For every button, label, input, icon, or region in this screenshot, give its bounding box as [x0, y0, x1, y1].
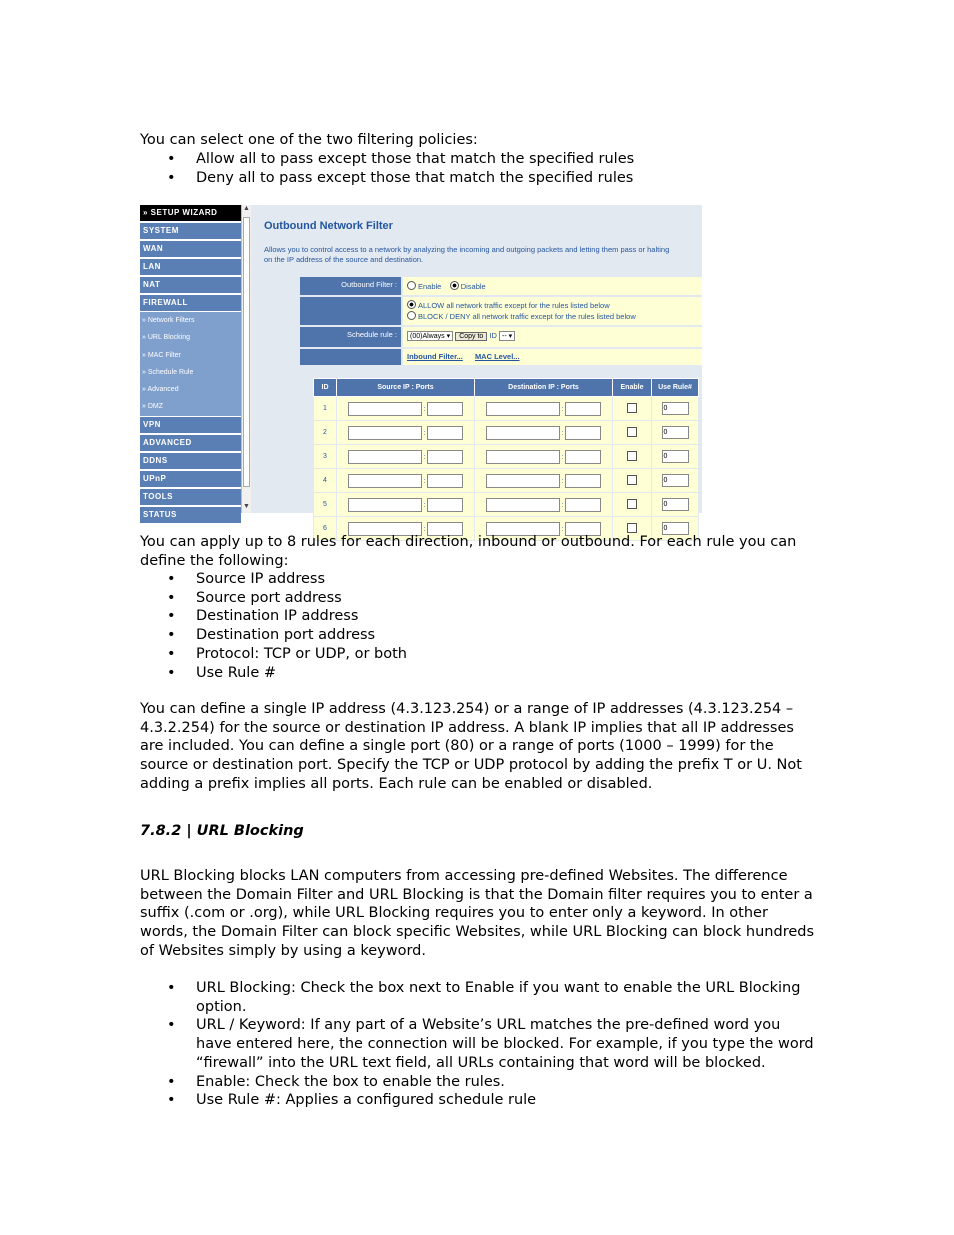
enable-checkbox[interactable] — [627, 427, 637, 437]
source-ip-input[interactable] — [348, 426, 422, 440]
enable-checkbox[interactable] — [627, 475, 637, 485]
menu-vpn[interactable]: VPN — [140, 417, 241, 433]
dest-ip-input[interactable] — [486, 426, 560, 440]
enable-checkbox[interactable] — [627, 499, 637, 509]
table-row: 6 : : 0 — [314, 517, 699, 541]
allow-radio[interactable] — [407, 300, 416, 309]
use-rule-input[interactable]: 0 — [662, 450, 689, 463]
source-port-input[interactable] — [427, 426, 463, 440]
col-destination: Destination IP : Ports — [475, 379, 613, 397]
list-item: • Deny all to pass except those that match the specified rules — [140, 169, 820, 188]
use-rule-input[interactable]: 0 — [662, 522, 689, 535]
id-value: -- — [502, 333, 507, 340]
dest-port-input[interactable] — [565, 426, 601, 440]
menu-ddns[interactable]: DDNS — [140, 453, 241, 469]
table-row: 1 : : 0 — [314, 397, 699, 421]
dest-port-input[interactable] — [565, 402, 601, 416]
links-label — [300, 349, 401, 365]
disable-label: Disable — [460, 282, 486, 291]
policy-label — [300, 297, 401, 325]
list-item: • Use Rule # — [140, 664, 820, 683]
rule-field-list — [140, 570, 820, 682]
enable-radio[interactable] — [407, 281, 416, 290]
menu-tools[interactable]: TOOLS — [140, 489, 241, 505]
id-select[interactable]: -- ▾ — [499, 331, 515, 341]
table-row: 5 : : 0 — [314, 493, 699, 517]
page-description — [264, 245, 704, 265]
dest-ip-input[interactable] — [486, 450, 560, 464]
row-id: 6 — [314, 517, 337, 541]
list-item: • URL Blocking: Check the box next to Enable if you want to enable the URL Blocking option. — [140, 979, 820, 1016]
scroll-down-icon[interactable]: ▼ — [243, 503, 250, 510]
list-item: • Destination port address — [140, 626, 820, 645]
table-row: 4 : : 0 — [314, 469, 699, 493]
description-line: on the IP address of the source and destination. — [264, 255, 424, 264]
list-item: • Destination IP address — [140, 607, 820, 626]
table-row: 3 : : 0 — [314, 445, 699, 469]
col-id: ID — [314, 379, 337, 397]
row-id: 2 — [314, 421, 337, 445]
submenu-schedule-rule[interactable]: » Schedule Rule — [142, 368, 194, 376]
row-id: 5 — [314, 493, 337, 517]
menu-wan[interactable]: WAN — [140, 241, 241, 257]
col-source: Source IP : Ports — [337, 379, 475, 397]
source-ip-input[interactable] — [348, 474, 422, 488]
use-rule-input[interactable]: 0 — [662, 402, 689, 415]
menu-nat[interactable]: NAT — [140, 277, 241, 293]
menu-status[interactable]: STATUS — [140, 507, 241, 523]
menu-setup-wizard[interactable]: » SETUP WIZARD — [140, 205, 241, 221]
router-screenshot — [140, 205, 702, 533]
dest-ip-input[interactable] — [486, 402, 560, 416]
menu-upnp[interactable]: UPnP — [140, 471, 241, 487]
list-item: • Use Rule #: Applies a configured schedule rule — [140, 1091, 820, 1110]
url-blocking-paragraph: URL Blocking blocks LAN computers from accessing pre-defined Websites. The difference between the Domain Filter and URL Blocking is that the Domain filter requires you to enter a suffix (.com or .org), while URL Blocking requires you to enter only a keyword. In other words, the Domain Filter can block specific Websites, while URL Blocking can block hundreds of Websites simply by using a keyword. — [140, 868, 815, 959]
source-port-input[interactable] — [427, 474, 463, 488]
source-ip-input[interactable] — [348, 450, 422, 464]
ip-range-paragraph: You can define a single IP address (4.3.123.254) or a range of IP addresses (4.3.123.254 – 4.3.2.254) for the source or destination IP address. A blank IP implies that all IP addresses are included. You can define a single port (80) or a range of ports (1000 – 1999) for the source or destination port. Specify the TCP or UDP protocol by adding the prefix T or U. Not adding a prefix implies all ports. Each rule can be enabled or disabled. — [140, 701, 802, 792]
intro-text: You can select one of the two filtering policies: — [140, 132, 478, 148]
submenu-network-filters[interactable]: » Network Filters — [142, 317, 195, 324]
list-item: • Source port address — [140, 589, 820, 608]
id-label: ID — [489, 331, 497, 340]
source-ip-input[interactable] — [348, 402, 422, 416]
col-use-rule: Use Rule# — [652, 379, 699, 397]
menu-system[interactable]: SYSTEM — [140, 223, 241, 239]
rules-paragraph: You can apply up to 8 rules for each direction, inbound or outbound. For each rule you can define the following: — [140, 534, 797, 569]
router-sidebar — [140, 205, 241, 519]
list-item: • Source IP address — [140, 570, 820, 589]
menu-advanced[interactable]: ADVANCED — [140, 435, 241, 451]
row-id: 1 — [314, 397, 337, 421]
list-item: • Protocol: TCP or UDP, or both — [140, 645, 820, 664]
source-port-input[interactable] — [427, 498, 463, 512]
schedule-rule-label: Schedule rule : — [300, 327, 401, 347]
schedule-value: (00)Always — [410, 333, 445, 340]
allow-label: ALLOW all network traffic except for the rules listed below — [418, 301, 610, 310]
enable-checkbox[interactable] — [627, 523, 637, 533]
enable-label: Enable — [418, 282, 442, 291]
scroll-up-icon[interactable]: ▲ — [243, 205, 250, 212]
dest-ip-input[interactable] — [486, 474, 560, 488]
enable-checkbox[interactable] — [627, 403, 637, 413]
block-radio[interactable] — [407, 311, 416, 320]
use-rule-input[interactable]: 0 — [662, 474, 689, 487]
mac-level-link[interactable]: MAC Level... — [474, 352, 520, 361]
section-heading: 7.8.2 | URL Blocking — [140, 823, 304, 839]
source-port-input[interactable] — [427, 450, 463, 464]
submenu-url-blocking[interactable]: » URL Blocking — [142, 334, 190, 342]
submenu-advanced[interactable]: » Advanced — [142, 386, 179, 394]
schedule-select[interactable]: (00)Always ▾ — [407, 331, 453, 341]
use-rule-input[interactable]: 0 — [662, 426, 689, 439]
copy-to-button[interactable]: Copy to — [455, 332, 487, 341]
dest-port-input[interactable] — [565, 474, 601, 488]
firewall-submenu — [140, 312, 241, 416]
scroll-thumb[interactable] — [243, 217, 250, 487]
page-title: Outbound Network Filter — [264, 220, 393, 232]
source-ip-input[interactable] — [348, 498, 422, 512]
menu-firewall[interactable]: FIREWALL — [140, 295, 241, 311]
outbound-filter-label: Outbound Filter : — [300, 277, 401, 295]
source-port-input[interactable] — [427, 402, 463, 416]
use-rule-input[interactable]: 0 — [662, 498, 689, 511]
menu-lan[interactable]: LAN — [140, 259, 241, 275]
row-id: 4 — [314, 469, 337, 493]
submenu-mac-filter[interactable]: » MAC Filter — [142, 351, 181, 359]
rules-table — [313, 378, 699, 541]
col-enable: Enable — [613, 379, 652, 397]
block-label: BLOCK / DENY all network traffic except for the rules listed below — [418, 312, 636, 321]
disable-radio[interactable] — [450, 281, 459, 290]
table-row: 2 : : 0 — [314, 421, 699, 445]
dest-ip-input[interactable] — [486, 498, 560, 512]
row-id: 3 — [314, 445, 337, 469]
enable-checkbox[interactable] — [627, 451, 637, 461]
list-item: • Enable: Check the box to enable the rules. — [140, 1073, 820, 1092]
dest-port-input[interactable] — [565, 498, 601, 512]
policy-list — [140, 150, 820, 187]
description-line: Allows you to control access to a network by analyzing the incoming and outgoing packets and letting them pass or halting — [264, 245, 670, 254]
submenu-dmz[interactable]: » DMZ — [142, 403, 163, 411]
router-main — [251, 205, 702, 533]
dest-port-input[interactable] — [565, 450, 601, 464]
inbound-filter-link[interactable]: Inbound Filter... — [407, 352, 463, 361]
url-option-list — [140, 979, 820, 1110]
list-item: • Allow all to pass except those that match the specified rules — [140, 150, 820, 169]
list-item: • URL / Keyword: If any part of a Website’s URL matches the pre-defined word you have entered here, the connection will be blocked. For example, if you type the word “firewall” into the URL text field, all URLs containing that word will be blocked. — [140, 1016, 820, 1072]
